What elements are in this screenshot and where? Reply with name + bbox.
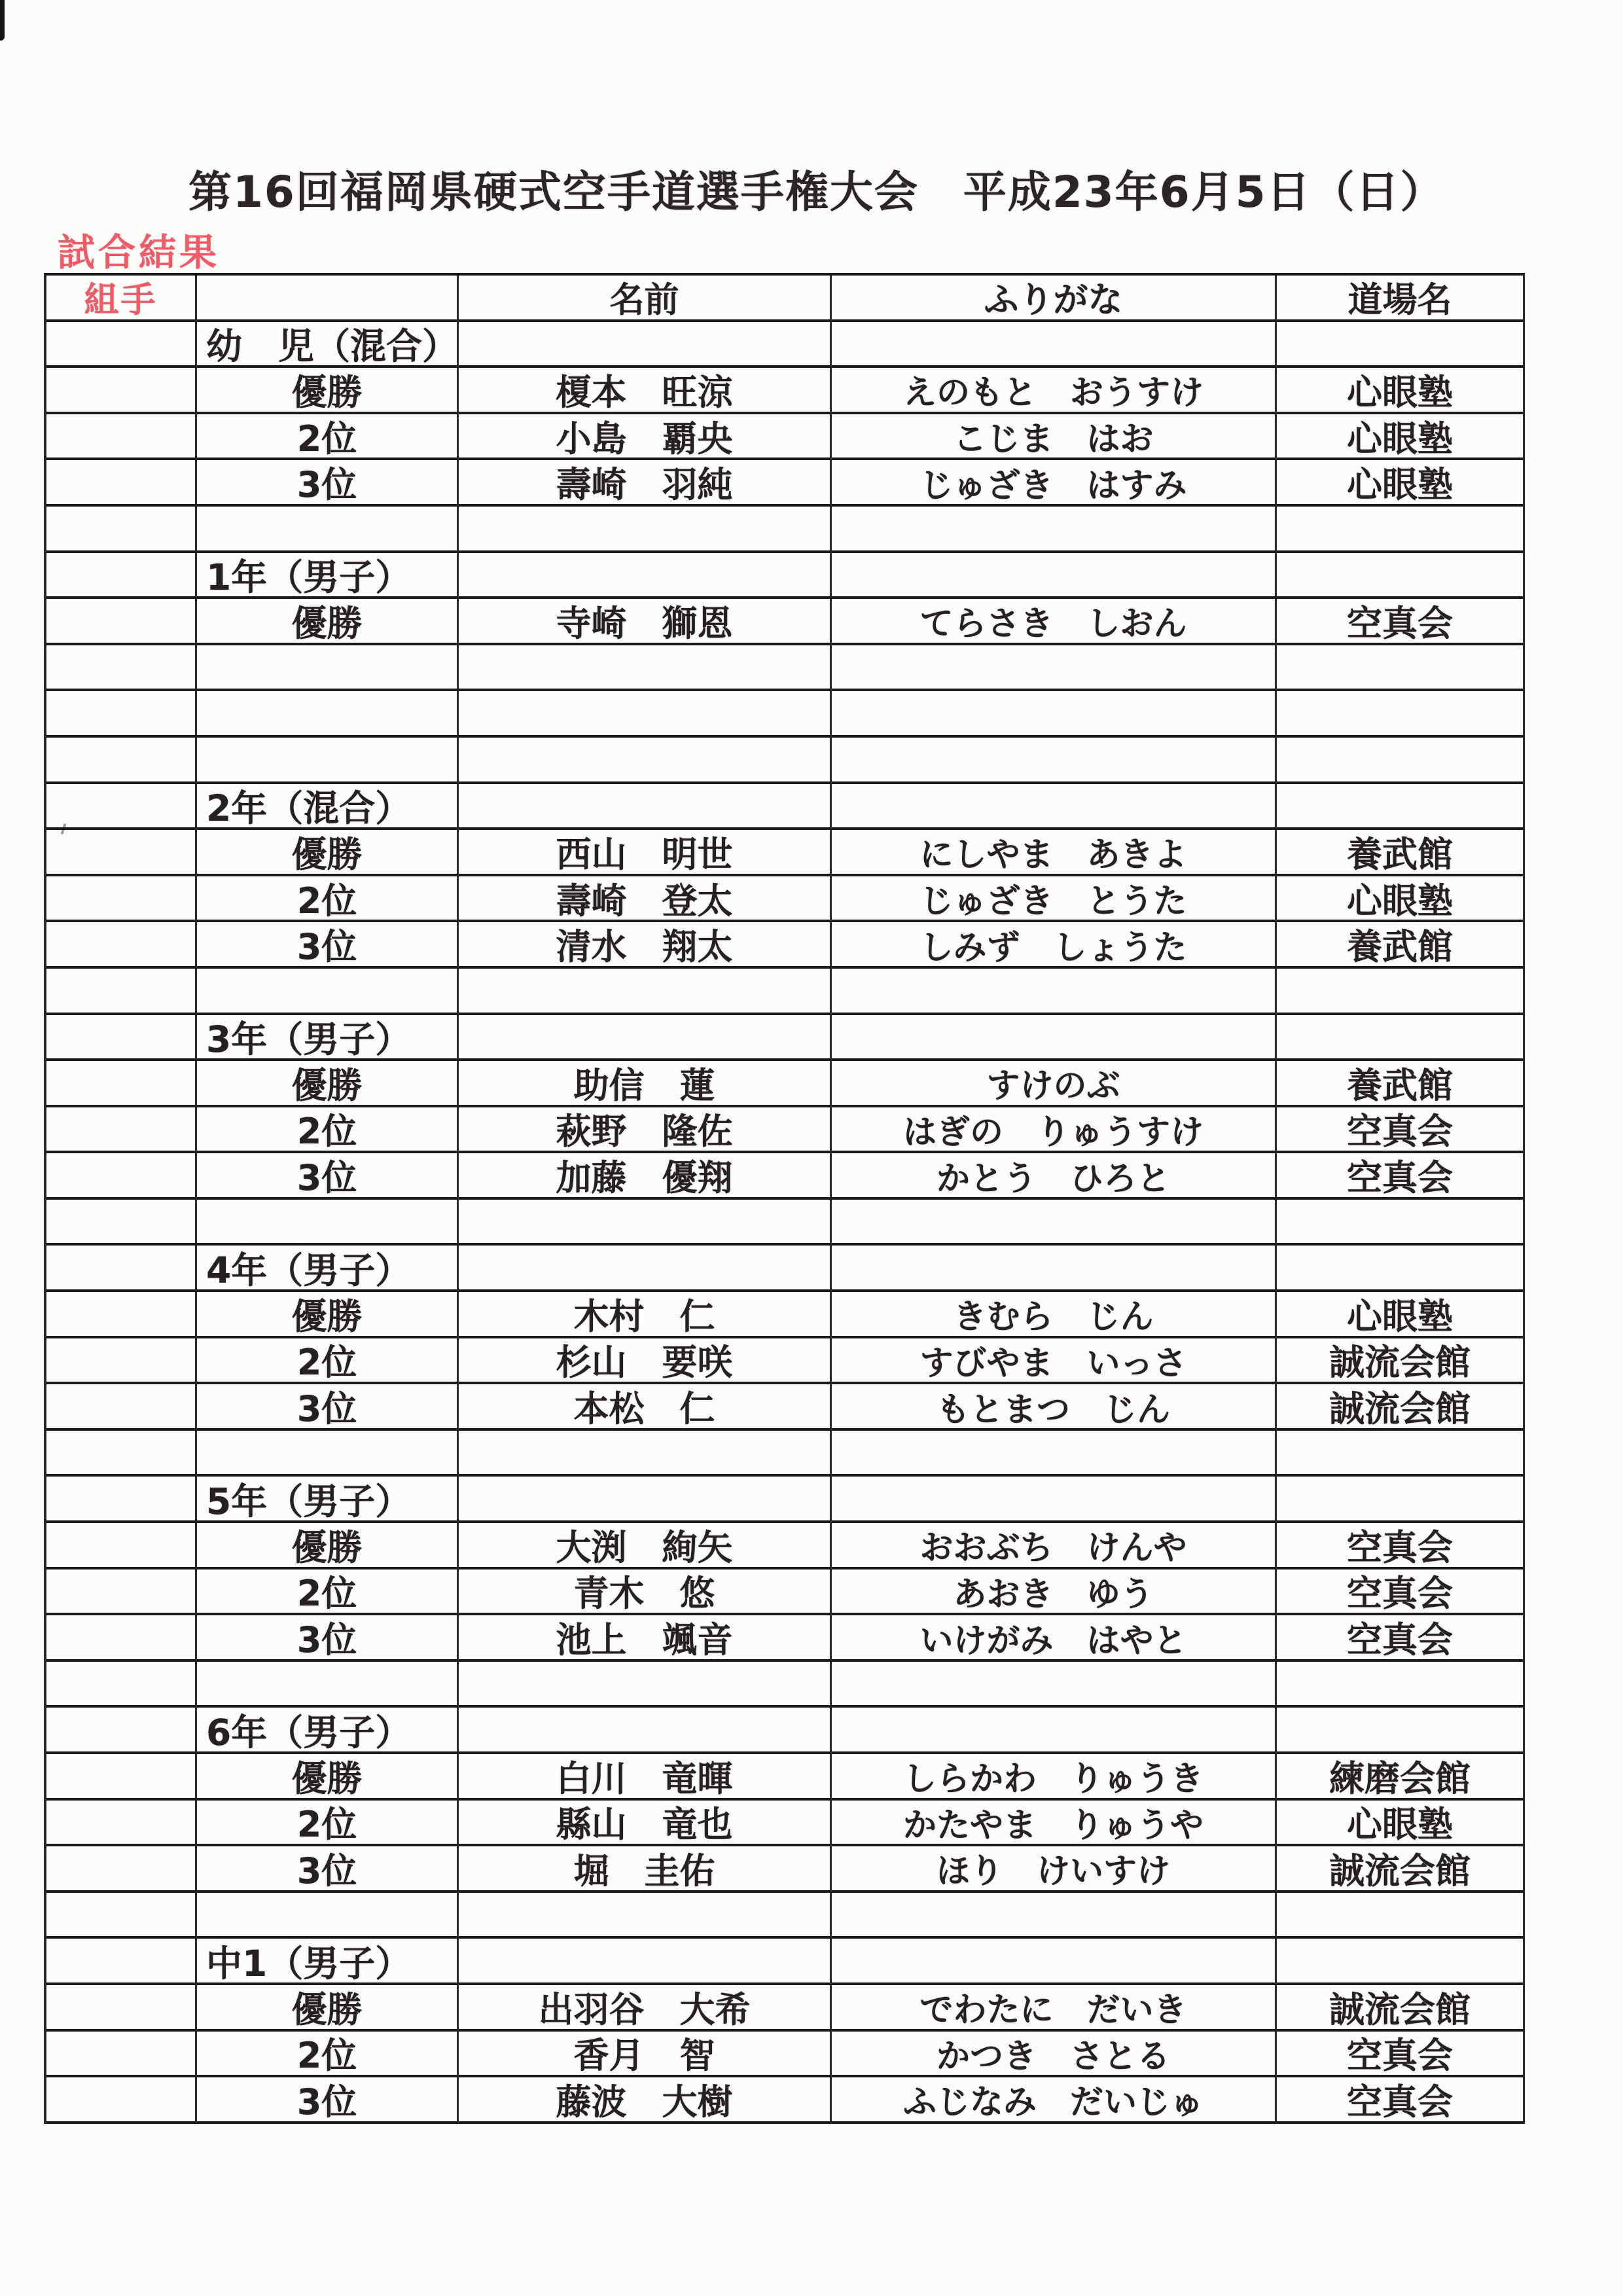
dojo-cell: 養武館 bbox=[1277, 1061, 1525, 1107]
name-cell: 榎本 旺涼 bbox=[459, 368, 832, 414]
row-spacer-cell bbox=[46, 1570, 197, 1616]
name-cell: 本松 仁 bbox=[459, 1384, 832, 1431]
furigana-cell: おおぶち けんや bbox=[832, 1523, 1277, 1570]
row-spacer-cell bbox=[46, 1200, 197, 1246]
rank-cell bbox=[197, 1662, 459, 1708]
furigana-cell: えのもと おうすけ bbox=[832, 368, 1277, 414]
furigana-cell bbox=[832, 1662, 1277, 1708]
rank-cell bbox=[197, 969, 459, 1015]
dojo-cell bbox=[1277, 1431, 1525, 1477]
rank-cell: 2位 bbox=[197, 2032, 459, 2078]
dojo-cell: 空真会 bbox=[1277, 1523, 1525, 1570]
row-spacer-cell bbox=[46, 645, 197, 692]
rank-cell: 3位 bbox=[197, 2077, 459, 2124]
dojo-cell: 空真会 bbox=[1277, 1153, 1525, 1200]
rank-cell: 優勝 bbox=[197, 1523, 459, 1570]
name-cell bbox=[459, 784, 832, 831]
name-cell: 壽崎 羽純 bbox=[459, 460, 832, 507]
row-spacer-cell bbox=[46, 1801, 197, 1847]
rank-cell bbox=[197, 738, 459, 784]
furigana-cell: じゅざき はすみ bbox=[832, 460, 1277, 507]
name-cell: 杉山 要咲 bbox=[459, 1338, 832, 1385]
dojo-cell bbox=[1277, 784, 1525, 831]
row-spacer-cell bbox=[46, 1292, 197, 1338]
name-cell bbox=[459, 969, 832, 1015]
furigana-cell bbox=[832, 969, 1277, 1015]
name-cell bbox=[459, 691, 832, 738]
furigana-cell: かたやま りゅうや bbox=[832, 1801, 1277, 1847]
furigana-cell: かつき さとる bbox=[832, 2032, 1277, 2078]
rank-cell bbox=[197, 507, 459, 553]
match-results-label: 試合結果 bbox=[58, 231, 220, 274]
dojo-cell: 心眼塾 bbox=[1277, 1292, 1525, 1338]
name-cell: 壽崎 登太 bbox=[459, 876, 832, 923]
dojo-cell bbox=[1277, 1015, 1525, 1062]
name-cell: 加藤 優翔 bbox=[459, 1153, 832, 1200]
rank-cell bbox=[197, 691, 459, 738]
rank-cell: 3位 bbox=[197, 1153, 459, 1200]
dojo-cell bbox=[1277, 969, 1525, 1015]
row-spacer-cell bbox=[46, 784, 197, 831]
dojo-cell: 養武館 bbox=[1277, 830, 1525, 876]
dojo-cell: 心眼塾 bbox=[1277, 414, 1525, 461]
rank-cell: 優勝 bbox=[197, 599, 459, 645]
dojo-column-header: 道場名 bbox=[1277, 276, 1525, 322]
row-spacer-cell bbox=[46, 1893, 197, 1939]
rank-cell: 優勝 bbox=[197, 1061, 459, 1107]
row-spacer-cell bbox=[46, 876, 197, 923]
rank-cell: 3位 bbox=[197, 1846, 459, 1893]
results-table bbox=[44, 273, 1525, 2124]
name-cell: 藤波 大樹 bbox=[459, 2077, 832, 2124]
row-spacer-cell bbox=[46, 738, 197, 784]
rank-cell: 2位 bbox=[197, 876, 459, 923]
dojo-cell: 空真会 bbox=[1277, 1107, 1525, 1154]
furigana-cell: にしやま あきよ bbox=[832, 830, 1277, 876]
furigana-cell bbox=[832, 1246, 1277, 1292]
furigana-cell: ふじなみ だいじゅ bbox=[832, 2077, 1277, 2124]
row-spacer-cell bbox=[46, 553, 197, 600]
name-cell: 青木 悠 bbox=[459, 1570, 832, 1616]
furigana-cell: てらさき しおん bbox=[832, 599, 1277, 645]
name-cell bbox=[459, 1477, 832, 1523]
dojo-cell: 誠流会館 bbox=[1277, 1338, 1525, 1385]
row-spacer-cell bbox=[46, 1015, 197, 1062]
row-spacer-cell bbox=[46, 1523, 197, 1570]
furigana-cell bbox=[832, 322, 1277, 368]
dojo-cell bbox=[1277, 1477, 1525, 1523]
name-cell bbox=[459, 322, 832, 368]
furigana-cell bbox=[832, 1708, 1277, 1754]
name-cell: 寺崎 獅恩 bbox=[459, 599, 832, 645]
rank-cell: 2位 bbox=[197, 1338, 459, 1385]
row-spacer-cell bbox=[46, 322, 197, 368]
row-spacer-cell bbox=[46, 2077, 197, 2124]
furigana-cell bbox=[832, 1477, 1277, 1523]
dojo-cell: 空真会 bbox=[1277, 599, 1525, 645]
dojo-cell bbox=[1277, 691, 1525, 738]
name-cell bbox=[459, 645, 832, 692]
furigana-cell: もとまつ じん bbox=[832, 1384, 1277, 1431]
name-cell: 小島 覇央 bbox=[459, 414, 832, 461]
rank-column-header bbox=[197, 276, 459, 322]
row-spacer-cell bbox=[46, 1431, 197, 1477]
name-cell: 出羽谷 大希 bbox=[459, 1985, 832, 2032]
name-cell bbox=[459, 553, 832, 600]
row-spacer-cell bbox=[46, 1662, 197, 1708]
dojo-cell: 誠流会館 bbox=[1277, 1846, 1525, 1893]
furigana-cell: はぎの りゅうすけ bbox=[832, 1107, 1277, 1154]
rank-cell: 2位 bbox=[197, 1570, 459, 1616]
rank-cell: 3位 bbox=[197, 1384, 459, 1431]
dojo-cell: 空真会 bbox=[1277, 2077, 1525, 2124]
dojo-cell: 心眼塾 bbox=[1277, 460, 1525, 507]
row-spacer-cell bbox=[46, 691, 197, 738]
name-cell: 大渕 絢矢 bbox=[459, 1523, 832, 1570]
rank-cell bbox=[197, 1431, 459, 1477]
row-spacer-cell bbox=[46, 1846, 197, 1893]
furigana-column-header: ふりがな bbox=[832, 276, 1277, 322]
page-title: 第16回福岡県硬式空手道選手権大会 平成23年6月5日（日） bbox=[188, 167, 1445, 217]
dojo-cell bbox=[1277, 1893, 1525, 1939]
row-spacer-cell bbox=[46, 1477, 197, 1523]
row-spacer-cell bbox=[46, 1107, 197, 1154]
dojo-cell bbox=[1277, 322, 1525, 368]
rank-cell: 優勝 bbox=[197, 1292, 459, 1338]
dojo-cell bbox=[1277, 1708, 1525, 1754]
dojo-cell: 練磨会館 bbox=[1277, 1754, 1525, 1801]
name-cell bbox=[459, 1939, 832, 1985]
furigana-cell: きむら じん bbox=[832, 1292, 1277, 1338]
dojo-cell bbox=[1277, 738, 1525, 784]
category-cell: 中1（男子） bbox=[197, 1939, 459, 1985]
rank-cell: 2位 bbox=[197, 414, 459, 461]
row-spacer-cell bbox=[46, 922, 197, 969]
rank-cell: 優勝 bbox=[197, 1985, 459, 2032]
name-cell bbox=[459, 1662, 832, 1708]
furigana-cell: しみず しょうた bbox=[832, 922, 1277, 969]
category-cell: 1年（男子） bbox=[197, 553, 459, 600]
furigana-cell: ほり けいすけ bbox=[832, 1846, 1277, 1893]
rank-cell: 3位 bbox=[197, 1615, 459, 1662]
row-spacer-cell bbox=[46, 1061, 197, 1107]
rank-cell bbox=[197, 645, 459, 692]
furigana-cell bbox=[832, 1015, 1277, 1062]
category-cell: 5年（男子） bbox=[197, 1477, 459, 1523]
name-cell: 堀 圭佑 bbox=[459, 1846, 832, 1893]
row-spacer-cell bbox=[46, 1985, 197, 2032]
furigana-cell bbox=[832, 1893, 1277, 1939]
furigana-cell: こじま はお bbox=[832, 414, 1277, 461]
furigana-cell: あおき ゆう bbox=[832, 1570, 1277, 1616]
name-cell bbox=[459, 1015, 832, 1062]
name-cell bbox=[459, 1708, 832, 1754]
kumite-label: 組手 bbox=[46, 276, 197, 322]
furigana-cell bbox=[832, 645, 1277, 692]
category-cell: 3年（男子） bbox=[197, 1015, 459, 1062]
rank-cell bbox=[197, 1893, 459, 1939]
name-cell: 萩野 隆佐 bbox=[459, 1107, 832, 1154]
rank-cell: 2位 bbox=[197, 1801, 459, 1847]
dojo-cell: 空真会 bbox=[1277, 1570, 1525, 1616]
furigana-cell bbox=[832, 1200, 1277, 1246]
row-spacer-cell bbox=[46, 599, 197, 645]
dojo-cell bbox=[1277, 1939, 1525, 1985]
dojo-cell bbox=[1277, 1200, 1525, 1246]
dojo-cell: 心眼塾 bbox=[1277, 876, 1525, 923]
furigana-cell bbox=[832, 738, 1277, 784]
name-cell: 清水 翔太 bbox=[459, 922, 832, 969]
row-spacer-cell bbox=[46, 1615, 197, 1662]
dojo-cell bbox=[1277, 553, 1525, 600]
dojo-cell: 心眼塾 bbox=[1277, 368, 1525, 414]
rank-cell: 3位 bbox=[197, 460, 459, 507]
category-cell: 4年（男子） bbox=[197, 1246, 459, 1292]
name-cell: 西山 明世 bbox=[459, 830, 832, 876]
furigana-cell bbox=[832, 784, 1277, 831]
furigana-cell bbox=[832, 507, 1277, 553]
dojo-cell bbox=[1277, 645, 1525, 692]
row-spacer-cell bbox=[46, 1384, 197, 1431]
row-spacer-cell bbox=[46, 1708, 197, 1754]
furigana-cell: いけがみ はやと bbox=[832, 1615, 1277, 1662]
dojo-cell bbox=[1277, 507, 1525, 553]
row-spacer-cell bbox=[46, 460, 197, 507]
furigana-cell bbox=[832, 553, 1277, 600]
rank-cell bbox=[197, 1200, 459, 1246]
name-cell bbox=[459, 1893, 832, 1939]
category-cell: 幼 児（混合） bbox=[197, 322, 459, 368]
category-cell: 6年（男子） bbox=[197, 1708, 459, 1754]
row-spacer-cell bbox=[46, 1153, 197, 1200]
name-cell: 助信 蓮 bbox=[459, 1061, 832, 1107]
furigana-cell bbox=[832, 1939, 1277, 1985]
furigana-cell: かとう ひろと bbox=[832, 1153, 1277, 1200]
row-spacer-cell bbox=[46, 830, 197, 876]
row-spacer-cell bbox=[46, 1338, 197, 1385]
name-cell: 白川 竜暉 bbox=[459, 1754, 832, 1801]
row-spacer-cell bbox=[46, 507, 197, 553]
name-cell: 香月 智 bbox=[459, 2032, 832, 2078]
row-spacer-cell bbox=[46, 2032, 197, 2078]
name-cell bbox=[459, 1200, 832, 1246]
rank-cell: 優勝 bbox=[197, 1754, 459, 1801]
row-spacer-cell bbox=[46, 414, 197, 461]
name-cell bbox=[459, 738, 832, 784]
dojo-cell bbox=[1277, 1246, 1525, 1292]
dojo-cell: 誠流会館 bbox=[1277, 1384, 1525, 1431]
furigana-cell: すけのぶ bbox=[832, 1061, 1277, 1107]
rank-cell: 優勝 bbox=[197, 368, 459, 414]
name-cell: 木村 仁 bbox=[459, 1292, 832, 1338]
scan-edge-artifact bbox=[0, 0, 5, 41]
dojo-cell bbox=[1277, 1662, 1525, 1708]
row-spacer-cell bbox=[46, 368, 197, 414]
furigana-cell: すびやま いっさ bbox=[832, 1338, 1277, 1385]
category-cell: 2年（混合） bbox=[197, 784, 459, 831]
dojo-cell: 心眼塾 bbox=[1277, 1801, 1525, 1847]
dojo-cell: 誠流会館 bbox=[1277, 1985, 1525, 2032]
furigana-cell: じゅざき とうた bbox=[832, 876, 1277, 923]
name-cell bbox=[459, 507, 832, 553]
dojo-cell: 空真会 bbox=[1277, 2032, 1525, 2078]
furigana-cell bbox=[832, 1431, 1277, 1477]
name-cell: 池上 颯音 bbox=[459, 1615, 832, 1662]
name-column-header: 名前 bbox=[459, 276, 832, 322]
name-cell bbox=[459, 1246, 832, 1292]
row-spacer-cell bbox=[46, 1754, 197, 1801]
name-cell: 縣山 竜也 bbox=[459, 1801, 832, 1847]
row-spacer-cell bbox=[46, 1246, 197, 1292]
row-spacer-cell bbox=[46, 969, 197, 1015]
furigana-cell: しらかわ りゅうき bbox=[832, 1754, 1277, 1801]
row-spacer-cell bbox=[46, 1939, 197, 1985]
name-cell bbox=[459, 1431, 832, 1477]
dojo-cell: 養武館 bbox=[1277, 922, 1525, 969]
rank-cell: 優勝 bbox=[197, 830, 459, 876]
rank-cell: 3位 bbox=[197, 922, 459, 969]
dojo-cell: 空真会 bbox=[1277, 1615, 1525, 1662]
furigana-cell: でわたに だいき bbox=[832, 1985, 1277, 2032]
furigana-cell bbox=[832, 691, 1277, 738]
rank-cell: 2位 bbox=[197, 1107, 459, 1154]
